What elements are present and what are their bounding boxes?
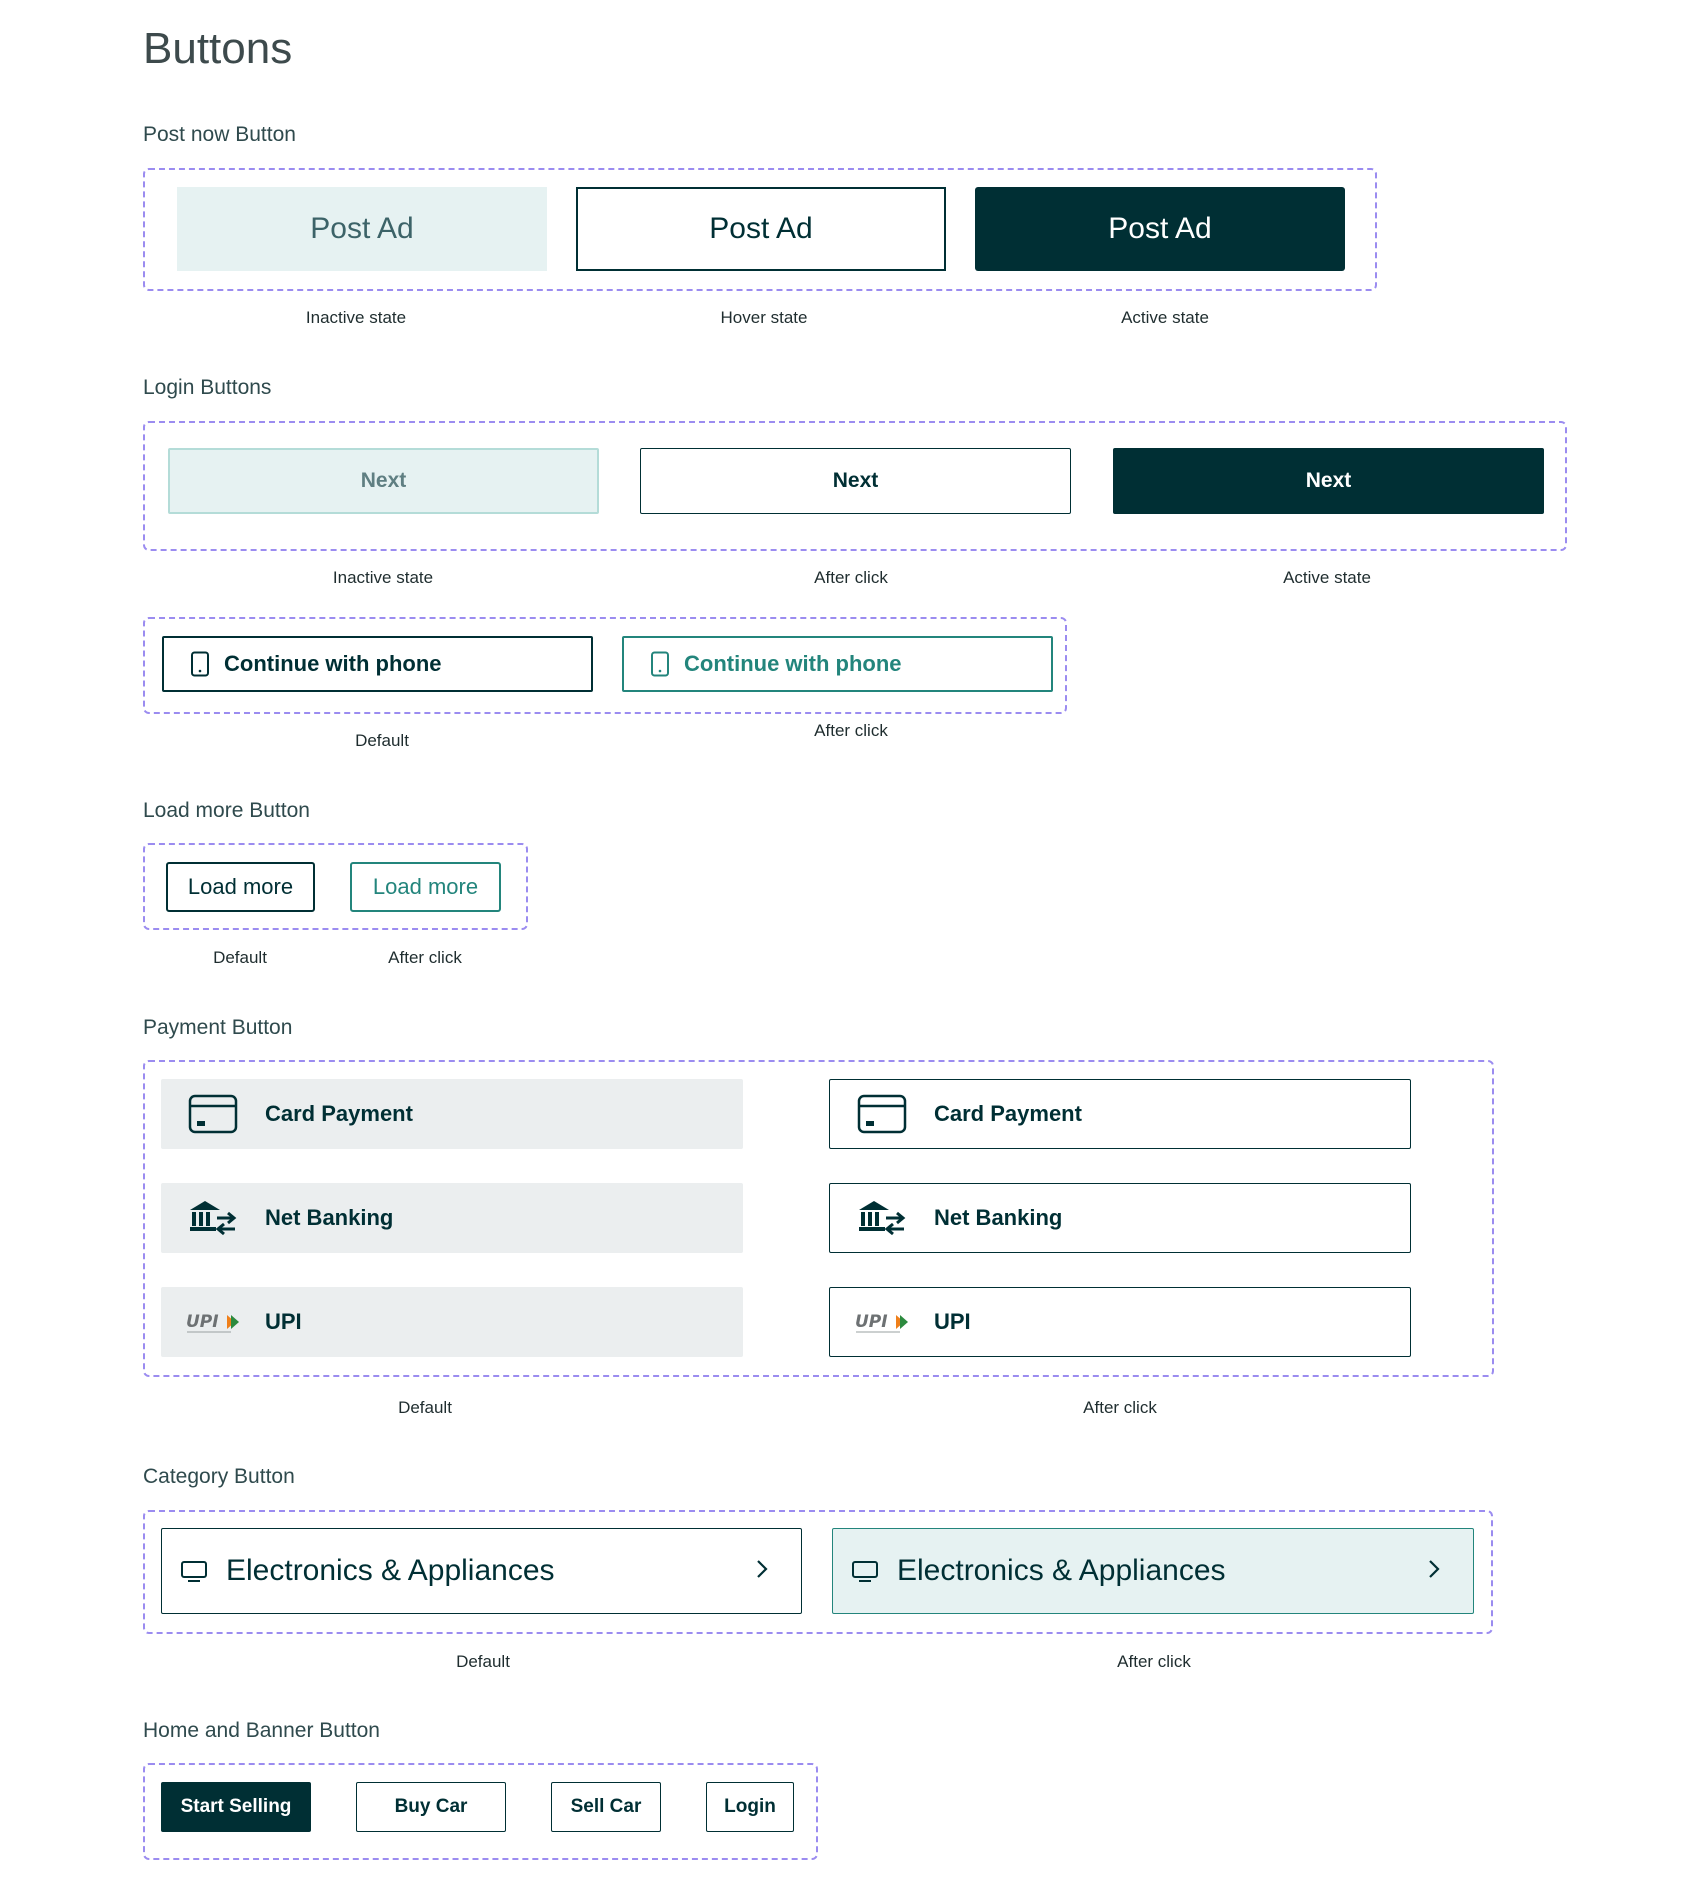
continue-with-phone-label: Continue with phone <box>684 651 902 676</box>
category-section-title: Category Button <box>143 1465 295 1488</box>
continue-with-phone-button-default[interactable] <box>162 636 593 692</box>
continue-with-phone-label: Continue with phone <box>224 651 442 676</box>
post-ad-caption-inactive: Inactive state <box>305 308 407 327</box>
card-payment-button-after-click[interactable] <box>829 1079 1411 1149</box>
net-banking-button-default[interactable] <box>161 1183 743 1253</box>
category-label: Electronics & Appliances <box>226 1554 555 1587</box>
category-caption-default: Default <box>456 1652 510 1671</box>
upi-label: UPI <box>934 1309 971 1334</box>
card-payment-button-default[interactable] <box>161 1079 743 1149</box>
post-now-section-title: Post now Button <box>143 123 296 146</box>
post-ad-caption-hover: Hover state <box>720 308 808 327</box>
bank-transfer-icon <box>185 1198 241 1238</box>
payment-caption-after-click: After click <box>1083 1398 1157 1417</box>
load-more-button-default[interactable]: Load more <box>166 862 315 912</box>
phone-icon <box>190 651 210 677</box>
post-ad-button-hover[interactable]: Post Ad <box>576 187 946 271</box>
load-more-caption-after-click: After click <box>388 948 462 967</box>
credit-card-icon <box>854 1094 910 1134</box>
home-banner-section-title: Home and Banner Button <box>143 1719 380 1742</box>
continue-with-phone-button-after-click[interactable] <box>622 636 1053 692</box>
category-label: Electronics & Appliances <box>897 1554 1226 1587</box>
next-caption-inactive: Inactive state <box>332 568 434 587</box>
phone-caption-after-click: After click <box>814 721 888 740</box>
login-section-title: Login Buttons <box>143 376 272 399</box>
chevron-right-icon <box>1427 1554 1441 1588</box>
next-caption-active: Active state <box>1283 568 1371 587</box>
next-button-inactive[interactable]: Next <box>168 448 599 514</box>
credit-card-icon <box>185 1094 241 1134</box>
upi-button-after-click[interactable] <box>829 1287 1411 1357</box>
upi-label: UPI <box>265 1309 302 1334</box>
next-button-active[interactable]: Next <box>1113 448 1544 514</box>
upi-logo-icon <box>854 1302 910 1342</box>
monitor-icon <box>851 1559 879 1583</box>
load-more-caption-default: Default <box>213 948 267 967</box>
svg-text:UPI: UPI <box>855 1312 888 1332</box>
next-caption-after-click: After click <box>814 568 888 587</box>
post-ad-caption-active: Active state <box>1121 308 1209 327</box>
upi-button-default[interactable] <box>161 1287 743 1357</box>
login-button[interactable]: Login <box>706 1782 794 1832</box>
load-more-button-after-click[interactable]: Load more <box>350 862 501 912</box>
category-button-after-click[interactable] <box>832 1528 1474 1614</box>
load-more-section-title: Load more Button <box>143 799 310 822</box>
next-button-after-click[interactable]: Next <box>640 448 1071 514</box>
category-button-default[interactable] <box>161 1528 802 1614</box>
card-payment-label: Card Payment <box>265 1101 413 1126</box>
sell-car-button[interactable]: Sell Car <box>551 1782 661 1832</box>
monitor-icon <box>180 1559 208 1583</box>
net-banking-label: Net Banking <box>934 1205 1063 1230</box>
card-payment-label: Card Payment <box>934 1101 1082 1126</box>
phone-icon <box>650 651 670 677</box>
bank-transfer-icon <box>854 1198 910 1238</box>
start-selling-button[interactable]: Start Selling <box>161 1782 311 1832</box>
payment-caption-default: Default <box>398 1398 452 1417</box>
chevron-right-icon <box>755 1554 769 1588</box>
phone-caption-default: Default <box>355 731 409 750</box>
post-ad-button-active[interactable]: Post Ad <box>975 187 1345 271</box>
category-caption-after-click: After click <box>1117 1652 1191 1671</box>
net-banking-label: Net Banking <box>265 1205 394 1230</box>
payment-section-title: Payment Button <box>143 1016 293 1039</box>
upi-logo-icon <box>185 1302 241 1342</box>
svg-text:UPI: UPI <box>186 1312 219 1332</box>
buy-car-button[interactable]: Buy Car <box>356 1782 506 1832</box>
net-banking-button-after-click[interactable] <box>829 1183 1411 1253</box>
post-ad-button-inactive[interactable]: Post Ad <box>177 187 547 271</box>
page-title: Buttons <box>143 24 293 73</box>
